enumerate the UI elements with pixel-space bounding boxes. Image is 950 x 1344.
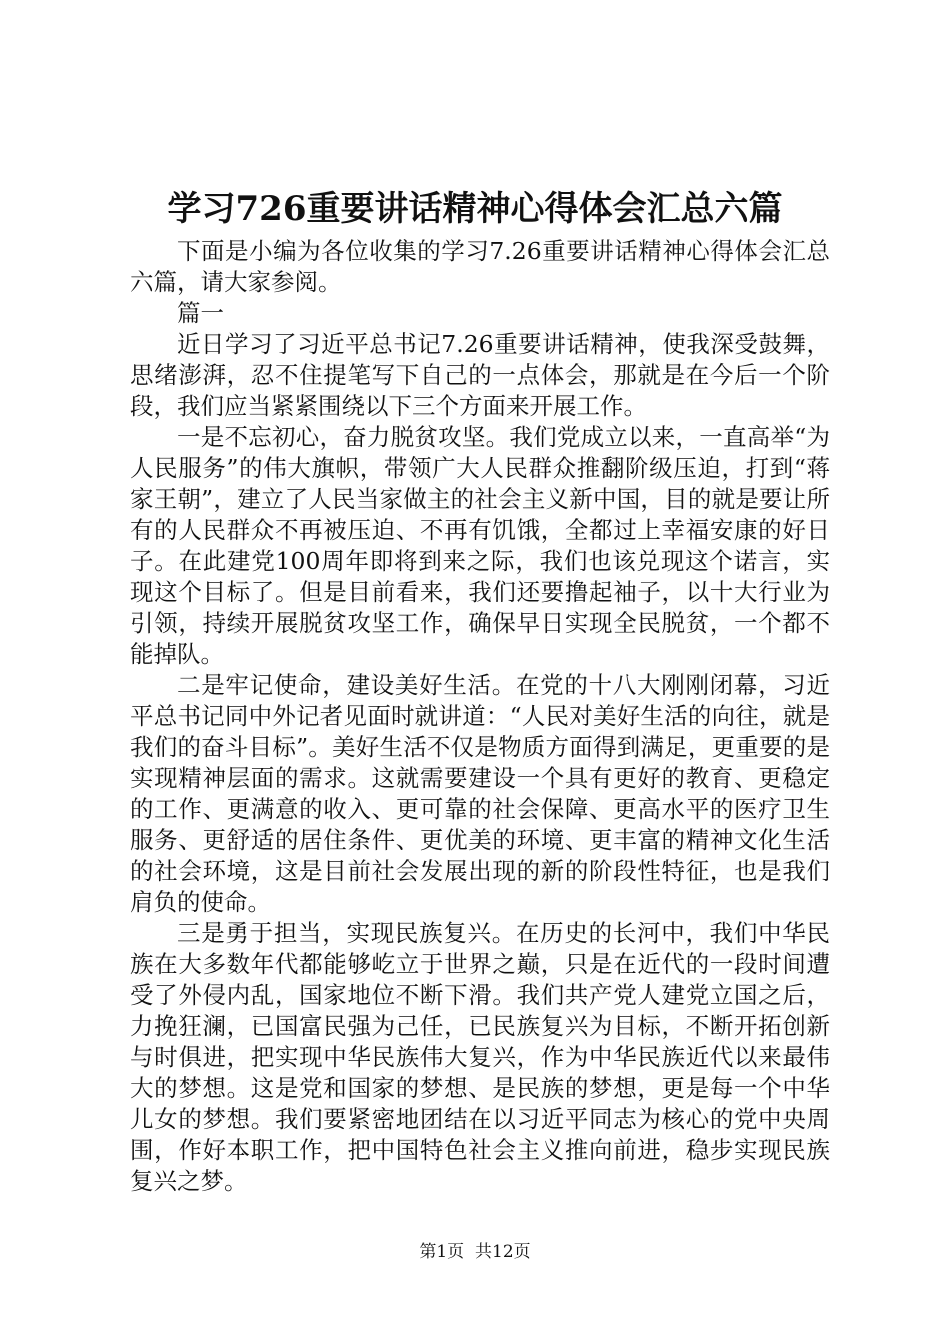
body-paragraph: 一是不忘初心，奋力脱贫攻坚。我们党成立以来，一直高举“为人民服务”的伟大旗帜，带领广大人民群众推翻阶级压迫，打到“蒋家王朝”，建立了人民当家做主的社会主义新中国，目的就是要让所有的人民群众不再被压迫、不再有饥饿，全都过上幸福安康的好日子。在此建党100周年即将到来之际，我们也该兑现这个诺言，实现这个目标了。但是目前看来，我们还要撸起袖子，以十大行业为引领，持续开展脱贫攻坚工作，确保早日实现全民脱贫，一个都不能掉队。 [130,423,830,668]
document-body [130,236,830,1197]
body-paragraph: 三是勇于担当，实现民族复兴。在历史的长河中，我们中华民族在大多数年代都能够屹立于世界之巅，只是在近代的一段时间遭受了外侵内乱，国家地位不断下滑。我们共产党人建党立国之后，力挽狂澜，已国富民强为己任，已民族复兴为目标，不断开拓创新与时俱进，把实现中华民族伟大复兴，作为中华民族近代以来最伟大的梦想。这是党和国家的梦想、是民族的梦想，更是每一个中华儿女的梦想。我们要紧密地团结在以习近平同志为核心的党中央周围，作好本职工作，把中国特色社会主义推向前进，稳步实现民族复兴之梦。 [130,919,830,1195]
intro-paragraph: 下面是小编为各位收集的学习7.26重要讲话精神心得体会汇总六篇，请大家参阅。 [130,237,830,296]
section-heading: 篇一 [177,299,224,327]
page-footer [0,1240,950,1264]
page-total: 共12页 [475,1242,531,1262]
page-number: 第1页 [419,1242,465,1262]
document-title: 学习726重要讲话精神心得体会汇总六篇 [167,189,783,229]
body-paragraph: 近日学习了习近平总书记7.26重要讲话精神，使我深受鼓舞，思绪澎湃，忍不住提笔写下自己的一点体会，那就是在今后一个阶段，我们应当紧紧围绕以下三个方面来开展工作。 [130,330,830,420]
body-paragraph: 二是牢记使命，建设美好生活。在党的十八大刚刚闭幕，习近平总书记同中外记者见面时就讲道：“人民对美好生活的向往，就是我们的奋斗目标”。美好生活不仅是物质方面得到满足，更重要的是实现精神层面的需求。这就需要建设一个具有更好的教育、更稳定的工作、更满意的收入、更可靠的社会保障、更高水平的医疗卫生服务、更舒适的居住条件、更优美的环境、更丰富的精神文化生活的社会环境，这是目前社会发展出现的新的阶段性特征，也是我们肩负的使命。 [130,671,830,916]
